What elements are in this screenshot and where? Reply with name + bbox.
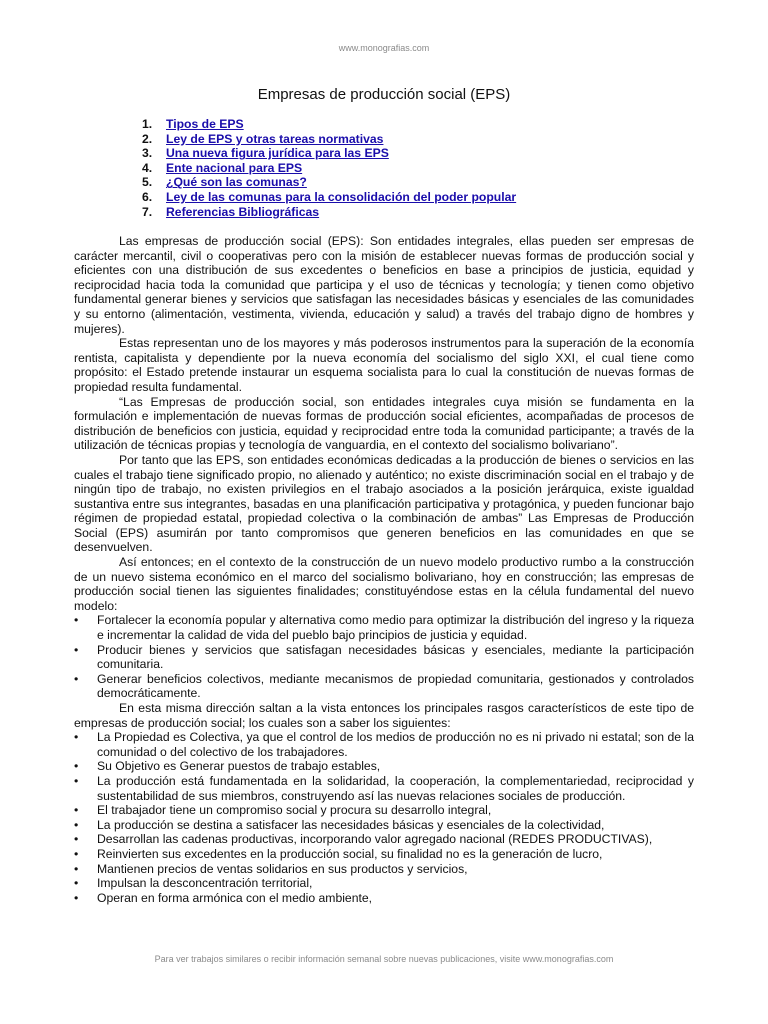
toc-link-ente-nacional[interactable]: Ente nacional para EPS	[166, 160, 303, 175]
list-item-text: La producción se destina a satisfacer las necesidades básicas y esenciales de la colectividad,	[97, 817, 605, 832]
list-item-text: Fortalecer la economía popular y alternativa como medio para optimizar la distribución del ingreso y la riqueza e incrementar la calidad de vida del pueblo bajo principios de justicia y equidad.	[97, 613, 694, 643]
bullet-icon: •	[74, 642, 79, 657]
list-item-text: Reinvierten sus excedentes en la producción social, su finalidad no es la generación de lucro,	[97, 846, 603, 861]
toc-item	[142, 146, 516, 161]
toc-link-tipos[interactable]: Tipos de EPS	[166, 117, 244, 131]
list-item	[74, 613, 694, 642]
bullet-icon: •	[74, 861, 79, 876]
toc-link-comunas[interactable]: ¿Qué son las comunas?	[166, 175, 307, 190]
toc-number: 2.	[142, 131, 153, 146]
table-of-contents	[142, 117, 516, 219]
bullet-icon: •	[74, 832, 79, 847]
toc-link-ley-eps[interactable]: Ley de EPS y otras tareas normativas	[166, 131, 384, 146]
bullet-icon: •	[74, 803, 79, 818]
finalidades-list	[74, 613, 694, 701]
bullet-icon: •	[74, 671, 79, 686]
toc-number: 7.	[142, 204, 153, 219]
list-item	[74, 818, 694, 833]
list-item-text: Generar beneficios colectivos, mediante mecanismos de propiedad comunitaria, gestionados y controlados democráticamente.	[97, 671, 694, 701]
list-item-text: La Propiedad es Colectiva, ya que el control de los medios de producción no es ni privado ni estatal; son de la comunidad o del colectivo de los trabajadores.	[97, 730, 694, 759]
list-item-text: Producir bienes y servicios que satisfagan necesidades básicas y esenciales, mediante la participación comunitaria.	[97, 642, 694, 672]
list-item	[74, 730, 694, 759]
list-item-text: Operan en forma armónica con el medio ambiente,	[97, 890, 373, 905]
list-item	[74, 672, 694, 701]
rasgos-list	[74, 730, 694, 905]
toc-number: 4.	[142, 160, 153, 175]
toc-number: 3.	[142, 146, 153, 161]
list-item-text: Impulsan la desconcentración territorial,	[97, 876, 313, 891]
paragraph: Así entonces; en el contexto de la construcción de un nuevo modelo productivo rumbo a la construcción de un nuevo sistema económico en el marco del socialismo bolivariano, hoy en construcción; las empresas de producción social tienen las siguientes finalidades; constituyéndose estas en la célula fundamental del nuevo modelo:	[74, 555, 694, 613]
list-item	[74, 832, 694, 847]
list-item	[74, 803, 694, 818]
list-item	[74, 876, 694, 891]
paragraph: En esta misma dirección saltan a la vista entonces los principales rasgos característicos de este tipo de empresas de producción social; los cuales son a saber los siguientes:	[74, 701, 694, 730]
toc-number: 1.	[142, 117, 153, 131]
bullet-icon: •	[74, 613, 79, 628]
bullet-icon: •	[74, 817, 79, 832]
list-item	[74, 643, 694, 672]
toc-item	[142, 132, 516, 147]
toc-link-ley-comunas[interactable]: Ley de las comunas para la consolidación del poder popular	[166, 189, 517, 204]
list-item-text: El trabajador tiene un compromiso social y procura su desarrollo integral,	[97, 803, 492, 818]
toc-item	[142, 190, 516, 205]
toc-item	[142, 175, 516, 190]
list-item-text: Desarrollan las cadenas productivas, incorporando valor agregado nacional (REDES PRODUCTIVAS),	[97, 832, 653, 847]
toc-number: 5.	[142, 175, 153, 190]
list-item	[74, 891, 694, 906]
document-body	[74, 234, 694, 905]
bullet-icon: •	[74, 876, 79, 891]
paragraph: “Las Empresas de producción social, son entidades integrales cuya misión se fundamenta en la formulación e implementación de nuevas formas de producción social eficientes, acompañadas de procesos de distribución de beneficios con justicia, equidad y reciprocidad entre toda la comunidad participante; a través de la utilización de técnicas propias y tecnología de vanguardia, en el contexto del socialismo bolivariano”.	[74, 394, 694, 453]
paragraph: Por tanto que las EPS, son entidades económicas dedicadas a la producción de bienes o servicios en las cuales el trabajo tiene significado propio, no alienado y auténtico; no existe discriminación social en el trabajo y de ningún tipo de trabajo, no existen privilegios en el trabajo asociados a la posición jerárquica, existe igualdad sustantiva entre sus integrantes, basadas en una planificación participativa y protagónica, y pueden funcionar bajo régimen de propiedad estatal, propiedad colectiva o la combinación de ambas” Las Empresas de Producción Social (EPS) asumirán por tanto compromisos que generen beneficios en las comunidades en que se desenvuelven.	[74, 452, 694, 555]
toc-item	[142, 117, 516, 132]
bullet-icon: •	[74, 730, 79, 745]
toc-item	[142, 161, 516, 176]
toc-link-referencias[interactable]: Referencias Bibliográficas	[166, 204, 320, 219]
list-item	[74, 862, 694, 877]
footer-text: Para ver trabajos similares o recibir información semanal sobre nuevas publicaciones, visite www.monografias.com	[154, 954, 614, 964]
bullet-icon: •	[74, 846, 79, 861]
toc-item	[142, 205, 516, 220]
list-item	[74, 759, 694, 774]
page-title: Empresas de producción social (EPS)	[257, 86, 511, 103]
list-item	[74, 847, 694, 862]
list-item-text: La producción está fundamentada en la solidaridad, la cooperación, la complementariedad, reciprocidad y sustentabilidad de sus miembros, construyendo así las nuevas relaciones sociales de producción.	[97, 773, 694, 803]
list-item-text: Su Objetivo es Generar puestos de trabajo estables,	[97, 759, 381, 774]
toc-link-figura-juridica[interactable]: Una nueva figura jurídica para las EPS	[166, 146, 389, 161]
bullet-icon: •	[74, 759, 79, 774]
list-item-text: Mantienen precios de ventas solidarios en sus productos y servicios,	[97, 861, 468, 876]
paragraph: Estas representan uno de los mayores y más poderosos instrumentos para la superación de la economía rentista, capitalista y dependiente por la nueva economía del socialismo del siglo XXI, el cual tiene como propósito: el Estado pretende instaurar un esquema socialista para lo cual la constitución de nuevas formas de propiedad resulta fundamental.	[74, 336, 694, 394]
toc-number: 6.	[142, 189, 153, 204]
list-item	[74, 774, 694, 803]
paragraph: Las empresas de producción social (EPS): Son entidades integrales, ellas pueden ser empresas de carácter mercantil, civil o cooperativas pero con la misión de establecer nuevas formas de producción social y eficientes con una distribución de sus excedentes o beneficios en base a principios de justicia, equidad y reciprocidad hacia toda la comunidad que participa y el uso de técnicas y tecnología; y tienen como objetivo fundamental generar bienes y servicios que satisfagan las necesidades básicas y esenciales de las comunidades y su entorno (alimentación, vestimenta, vivienda, educación y salud) a través del trabajo digno de hombres y mujeres).	[74, 234, 694, 336]
header-url[interactable]: www.monografias.com	[338, 43, 430, 53]
bullet-icon: •	[74, 773, 79, 788]
bullet-icon: •	[74, 890, 79, 905]
